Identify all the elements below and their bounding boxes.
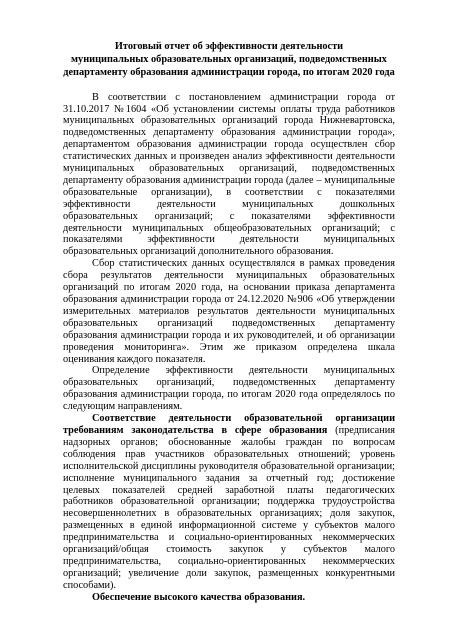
paragraph-2 [63,258,395,365]
paragraph-4-text: (предписания надзорных органов; обоснованные жалобы граждан по вопросам соблюдения прав участников образовательных отношений; уровень исполнительской дисциплины руководителя образовательной организации; исполнение муниципального задания за отчетный год; достижение целевых показателей средней заработной платы педагогических работников образовательной организации; поддержка трудоустройства несовершеннолетних в образовательных организациях; доля закупок, размещенных в единой информационной системе у субъектов малого предпринимательства и социально-ориентированных некоммерческих организаций/общая стоимость закупок у субъектов малого предпринимательства, социально-ориентированных некоммерческих организаций; увеличение доли закупок, размещенных конкурентными способами). [63,424,395,591]
title-line-1: Итоговый отчет об эффективности деятельности [114,41,344,52]
paragraph-3-text: Определение эффективности деятельности муниципальных образовательных организаций, подведомственных департаменту образования администрации города, по итогам 2020 года определялось по следующим направлениям. [63,365,395,413]
paragraph-2-text: Сбор статистических данных осуществлялся в рамках проведения сбора результатов деятельности муниципальных образовательных организаций по итогам 2020 года, на основании приказа департамента образования администрации города от 24.12.2020 №906 «Об утверждении измерительных материалов результатов деятельности муниципальных образовательных организаций подведомственных департаменту образования администрации города и их руководителей, и об организации проведения мониторинга». Этим же приказом определена шкала оценивания каждого показателя. [63,258,395,365]
paragraph-1 [63,92,395,259]
paragraph-4 [63,413,395,592]
paragraph-5-lead: Обеспечение высокого качества образования. [92,591,306,603]
title-line-3: департаменту образования администрации города, по итогам 2020 года [63,67,395,79]
paragraph-5 [63,592,395,604]
paragraph-1-text: В соответствии с постановлением администрации города от 31.10.2017 №1604 «Об установлении системы оплаты труда работников муниципальных образовательных организаций города Нижневартовска, подведомственных департаменту образования администрации города», департаментом образования администрации города осуществлен сбор статистических данных и произведен анализ эффективности деятельности муниципальных образовательных организаций, подведомственных департаменту образования администрации города (далее – муниципальные образовательные организации), в соответствии с показателями эффективности деятельности муниципальных дошкольных образовательных организаций; с показателями эффективности деятельности муниципальных общеобразовательных организаций; с показателями эффективности деятельности муниципальных образовательных организаций дополнительного образования. [63,91,395,258]
paragraph-4-lead: Соответствие деятельности образовательной организации требованиям законодательства в сфере образования [63,413,395,436]
paragraph-3 [63,365,395,413]
title-line-2: муниципальных образовательных организаций, подведомственных [71,54,387,66]
document-title [63,40,395,80]
